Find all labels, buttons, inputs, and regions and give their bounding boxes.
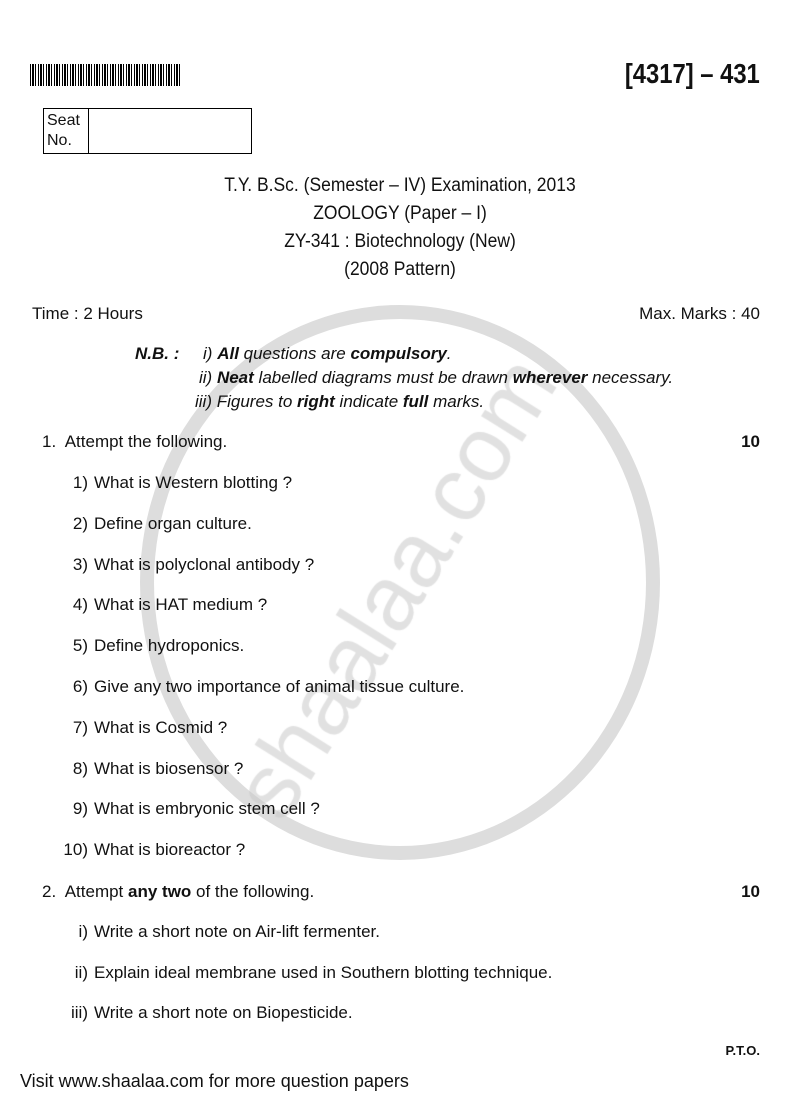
nb-item-1: i) All questions are compulsory. [203,344,452,363]
subject-title: ZOOLOGY (Paper – I) [313,203,487,224]
item-number: 4) [72,595,88,615]
question-item: What is embryonic stem cell ? [94,799,320,819]
question-1-marks: 10 [741,432,760,451]
seat-number-box [43,108,252,154]
seat-label-1: Seat [47,112,80,129]
paper-code: [4317] – 431 [625,58,760,89]
question-item: Give any two importance of animal tissue culture. [94,677,465,696]
question-2-marks: 10 [741,882,760,901]
footer-link[interactable]: Visit www.shaalaa.com for more question papers [20,1071,409,1091]
nb-item-2: ii) Neat labelled diagrams must be drawn wherever necessary. [199,368,674,387]
question-item: What is biosensor ? [94,758,244,778]
barcode [30,64,182,86]
question-item: What is Western blotting ? [94,473,293,492]
seat-label [44,109,89,153]
pattern-title: (2008 Pattern) [344,259,456,280]
exam-title: T.Y. B.Sc. (Semester – IV) Examination, 2013 [224,175,576,196]
item-number: 1) [72,473,88,492]
nb-item-3: iii) Figures to right indicate full marks. [195,392,485,411]
item-number: iii) [71,1003,88,1022]
course-title: ZY-341 : Biotechnology (New) [284,231,516,252]
max-marks: Max. Marks : 40 [639,304,760,323]
nb-label [135,344,179,364]
pto: P.T.O. [725,1043,760,1058]
question-1: 1. Attempt the following. [42,432,228,451]
seat-label-2: No. [47,132,72,149]
item-number: 6) [72,677,88,696]
item-number: 10) [63,840,88,860]
question-item: What is HAT medium ? [94,595,268,615]
question-item: Explain ideal membrane used in Southern blotting technique. [94,962,553,982]
item-number: 7) [72,717,88,737]
question-item: What is Cosmid ? [94,717,228,737]
item-number: 9) [72,799,88,819]
question-item: Define organ culture. [94,513,252,533]
time: Time : 2 Hours [32,304,143,323]
item-number: 8) [72,758,88,778]
item-number: ii) [74,962,88,982]
item-number: i) [78,922,88,941]
item-number: 5) [72,636,88,656]
question-2: 2. Attempt any two of the following. [42,882,315,901]
question-item: Write a short note on Biopesticide. [94,1003,353,1022]
question-item: What is bioreactor ? [94,840,246,860]
item-number: 3) [72,554,88,574]
item-number: 2) [72,513,88,533]
question-item: Write a short note on Air-lift fermenter. [94,922,380,941]
question-item: Define hydroponics. [94,636,245,656]
nb-label-text: N.B. : [135,344,180,363]
question-item: What is polyclonal antibody ? [94,554,315,574]
